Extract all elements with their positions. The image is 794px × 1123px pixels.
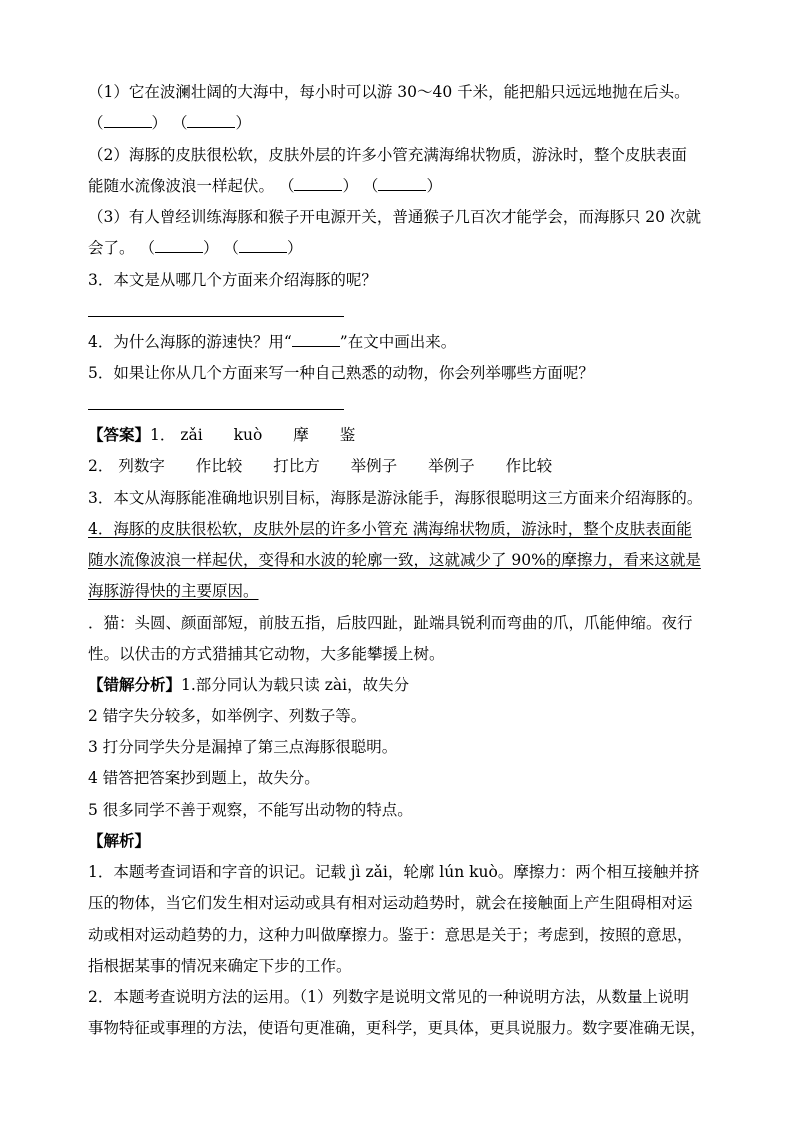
paren-open: （: [139, 239, 155, 257]
paren-close: ）: [342, 177, 358, 195]
answer-3: 3．本文从海豚能准确地识别目标，海豚是游泳能手，海豚很聪明这三方面来介绍海豚的。: [88, 489, 703, 507]
analysis-1-line-1: 1．本题考查词语和字音的识记。记载 jì zǎi，轮廓 lún kuò。摩擦力：两个相互接触并挤: [88, 863, 700, 881]
q2-sentence-2-line-1: （2）海豚的皮肤很松软，皮肤外层的许多小管充满海绵状物质，游泳时，整个皮肤表面: [88, 146, 687, 164]
answer-1-num: 1．: [150, 426, 176, 444]
answer-5-line-1: ．猫：头圆、颜面部短，前肢五指，后肢四趾，趾端具锐利而弯曲的爪，爪能伸缩。夜行: [88, 614, 693, 632]
q2-sentence-2-line-2: [88, 176, 442, 196]
answer-1-item: kuò: [233, 426, 263, 444]
answer-blank[interactable]: [104, 113, 152, 128]
answer-2-item: 列数字: [118, 457, 165, 475]
answer-4-line-2: 随水流像波浪一样起伏，变得和水波的轮廓一致，这就减少了 90%的摩擦力，看来这就是: [88, 551, 701, 569]
q2-sentence-2-text: 能随水流像波浪一样起伏。: [88, 177, 275, 195]
answer-1: [88, 425, 355, 445]
answer-4-line-1: 4．海豚的皮肤很松软，皮肤外层的许多小管充 满海绵状物质，游泳时，整个皮肤表面能: [88, 520, 692, 538]
question-4-text: 4．为什么海豚的游速快？用“: [88, 333, 292, 351]
answer-2: [88, 456, 552, 476]
answer-2-item: 作比较: [505, 457, 553, 475]
answer-blank[interactable]: [378, 176, 426, 191]
paren-close: ）: [202, 239, 219, 257]
answer-line-q3[interactable]: [88, 316, 344, 317]
analysis-1-line-2: 压的物体，当它们发生相对运动或具有相对运动趋势时，就会在接触面上产生阻碍相对运: [88, 894, 693, 912]
answer-line-q5[interactable]: [88, 409, 344, 410]
error-analysis-item: 1.部分同认为载只读 zài，故失分: [181, 676, 410, 694]
answer-1-item: 摩: [293, 426, 309, 444]
analysis-2-line-2: 事物特征或事理的方法，使语句更准确，更科学，更具体，更具说服力。数字要准确无误，: [88, 1019, 706, 1037]
answer-1-item: 鉴: [339, 426, 356, 444]
paren-close: ）: [286, 239, 303, 257]
error-analysis-2: 2 错字失分较多，如举例字、列数子等。: [88, 707, 367, 725]
paren-open: （: [362, 177, 379, 195]
error-analysis-5: 5 很多同学不善于观察，不能写出动物的特点。: [88, 801, 413, 819]
paren-open: （: [278, 177, 295, 195]
answer-2-item: 举例子: [350, 457, 398, 475]
error-analysis-1: [88, 675, 409, 695]
analysis-label: 【解析】: [88, 831, 151, 850]
question-4-text-end: ”在文中画出来。: [339, 333, 457, 351]
q2-sentence-1: （1）它在波澜壮阔的大海中，每小时可以游 30～40 千米，能把船只远远地抛在后头。: [88, 83, 690, 101]
answer-1-item: zǎi: [180, 426, 203, 444]
q2-sentence-3-line-1: （3）有人曾经训练海豚和猴子开电源开关，普通猴子几百次才能学会，而海豚只 20 次就: [88, 208, 701, 226]
paren-open: （: [223, 239, 239, 257]
answer-blank[interactable]: [187, 113, 235, 128]
question-3: 3．本文是从哪几个方面来介绍海豚的呢？: [88, 271, 377, 289]
analysis-1-line-3: 动或相对运动趋势的力，这种力叫做摩擦力。鉴于：意思是关于；考虑到，按照的意思，: [88, 926, 693, 944]
paren-close: ）: [151, 114, 168, 132]
answer-2-item: 举例子: [428, 457, 475, 475]
answer-2-item: 打比方: [273, 457, 320, 475]
q2-sentence-3-line-2: [88, 238, 302, 258]
answer-label: 【答案】: [88, 425, 151, 444]
paren-close: ）: [235, 114, 251, 132]
answer-4-line-3: 海豚游得快的主要原因。: [88, 582, 259, 600]
error-analysis-4: 4 错答把答案抄到题上，故失分。: [88, 769, 320, 787]
question-5: 5．如果让你从几个方面来写一种自己熟悉的动物，你会列举哪些方面呢？: [88, 364, 594, 382]
answer-2-item: 作比较: [195, 457, 243, 475]
q2-sentence-3-text: 会了。: [88, 239, 135, 257]
answer-blank[interactable]: [294, 176, 342, 191]
answer-blank[interactable]: [239, 238, 287, 253]
question-4: [88, 332, 456, 352]
paren-open: （: [88, 114, 104, 132]
answer-blank[interactable]: [155, 238, 203, 253]
answer-2-num: 2．: [88, 457, 114, 475]
analysis-2-line-1: 2．本题考查说明方法的运用。（1）列数字是说明文常见的一种说明方法，从数量上说明: [88, 988, 689, 1006]
answer-5-line-2: 性。以伏击的方式猎捕其它动物，大多能攀援上树。: [88, 645, 445, 663]
error-analysis-label: 【错解分析】: [88, 675, 182, 694]
paren-close: ）: [426, 177, 442, 195]
error-analysis-3: 3 打分同学失分是漏掉了第三点海豚很聪明。: [88, 738, 398, 756]
underline-sample: [292, 332, 340, 347]
q2-sentence-1-blanks: [88, 113, 251, 133]
paren-open: （: [171, 114, 188, 132]
analysis-1-line-4: 指根据某事的情况来确定下步的工作。: [88, 957, 352, 975]
